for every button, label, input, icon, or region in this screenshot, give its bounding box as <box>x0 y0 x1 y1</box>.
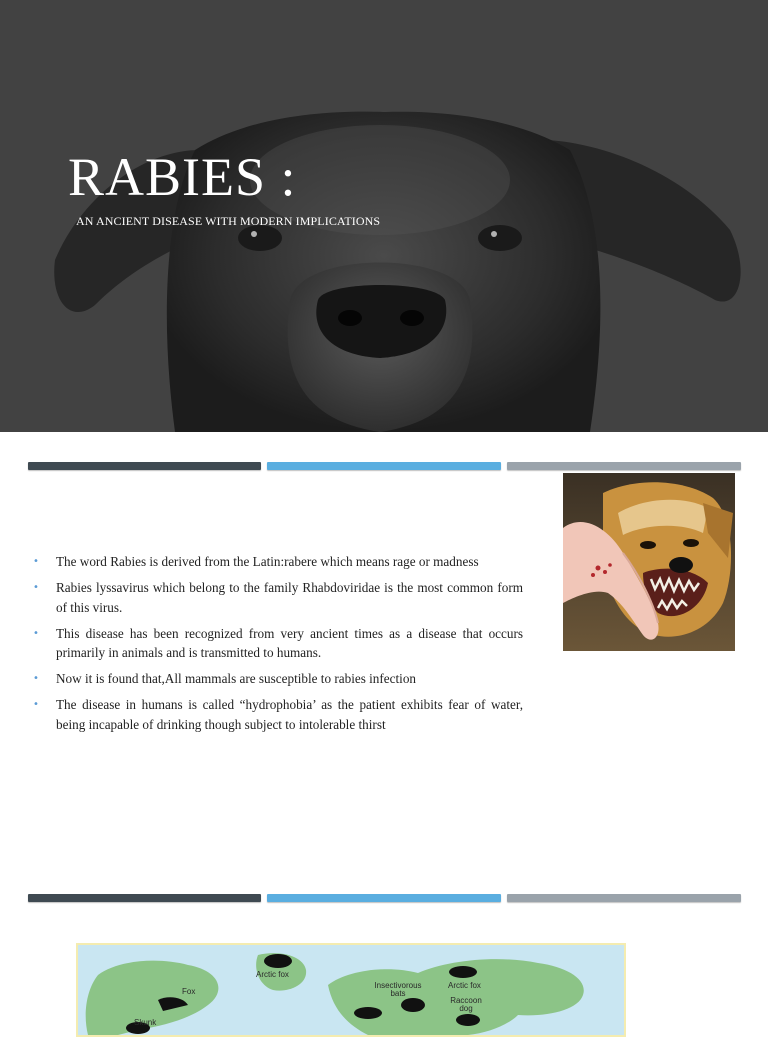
bullet-item: • This disease has been recognized from very ancient times as a disease that occurs primarily in animals and is transmitted to humans. <box>33 625 523 660</box>
accent-bar <box>28 894 741 902</box>
bullet-list <box>33 552 523 741</box>
map-slide <box>0 864 768 1027</box>
bullet-item: • Rabies lyssavirus which belong to the family Rhabdoviridae is the most common form of this virus. <box>33 580 523 615</box>
accent-segment-blue <box>267 462 501 470</box>
accent-segment-dark <box>28 462 261 470</box>
bullet-icon: • <box>33 582 39 593</box>
content-slide <box>0 432 768 864</box>
map-label-fox: Fox <box>182 987 196 996</box>
bullet-item: • The disease in humans is called “hydrophobia’ as the patient exhibits fear of water, being incapable of drinking though subject to intolerable thirst <box>33 697 523 732</box>
map-label-raccoon-dog: Raccoon dog <box>450 996 482 1013</box>
rabies-reservoir-world-map <box>76 943 626 1037</box>
bullet-item: • Now it is found that,All mammals are susceptible to rabies infection <box>33 669 523 689</box>
title-slide <box>0 0 768 432</box>
accent-segment-blue <box>267 894 501 902</box>
bullet-icon: • <box>33 673 39 684</box>
accent-segment-gray <box>507 462 741 470</box>
map-label-skunk: Skunk <box>134 1018 157 1027</box>
bullet-icon: • <box>33 556 39 567</box>
map-label-arctic-fox: Arctic fox <box>256 970 289 979</box>
map-label-insectivorous-bats: Insectivorous bats <box>374 981 422 998</box>
world-map-graphic <box>78 945 624 1035</box>
accent-segment-gray <box>507 894 741 902</box>
slide-title: RABIES : <box>68 147 297 207</box>
accent-bar <box>28 462 741 470</box>
dog-bite-photo <box>563 473 735 651</box>
bullet-icon: • <box>33 699 39 710</box>
map-label-arctic-fox: Arctic fox <box>448 981 481 990</box>
title-block <box>68 147 381 229</box>
bullet-item: • The word Rabies is derived from the Latin:rabere which means rage or madness <box>33 552 523 572</box>
slide-subtitle: AN ANCIENT DISEASE WITH MODERN IMPLICATIONS <box>76 214 381 228</box>
bullet-icon: • <box>33 627 39 639</box>
accent-segment-dark <box>28 894 261 902</box>
